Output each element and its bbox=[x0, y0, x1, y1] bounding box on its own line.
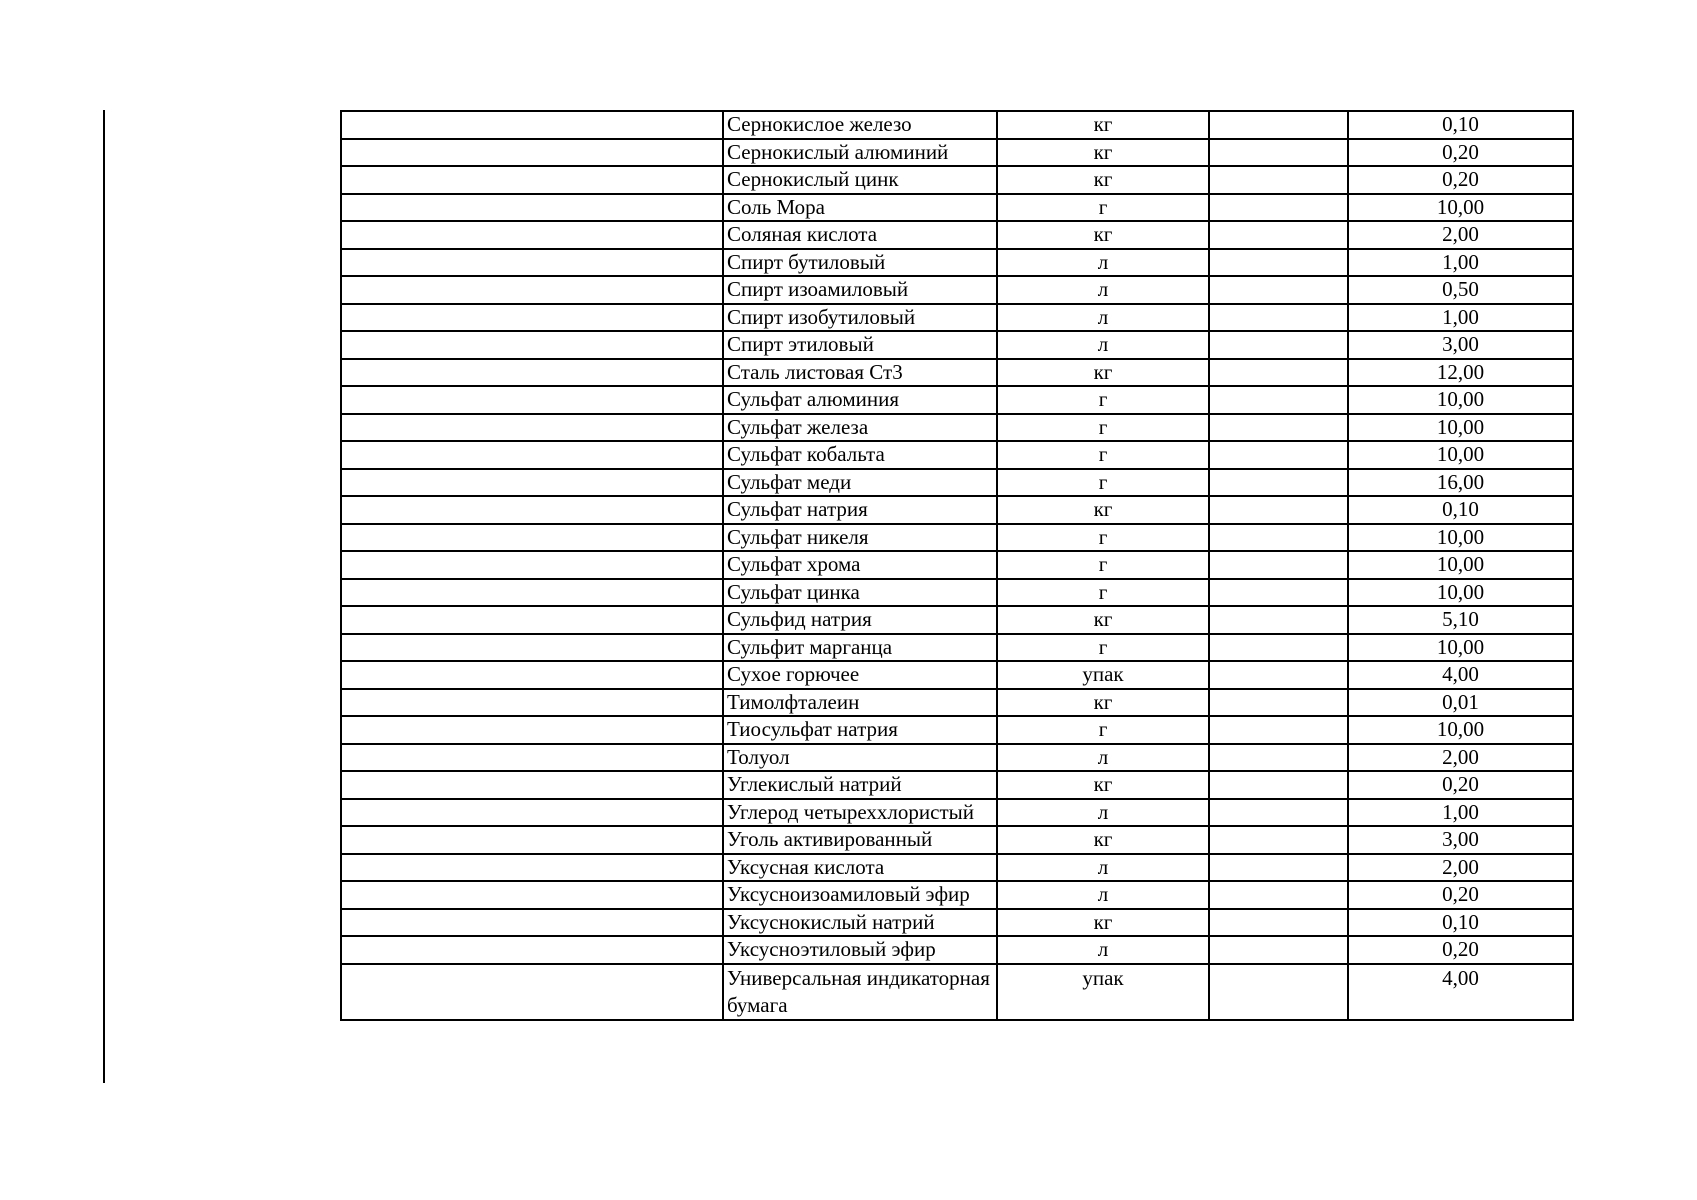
quantity-cell: 10,00 bbox=[1348, 414, 1573, 442]
quantity-cell: 2,00 bbox=[1348, 854, 1573, 882]
quantity-cell: 10,00 bbox=[1348, 441, 1573, 469]
unit-cell: упак bbox=[997, 661, 1209, 689]
unit-cell: г bbox=[997, 469, 1209, 497]
empty-cell bbox=[341, 881, 723, 909]
table-row bbox=[341, 304, 1573, 332]
unit-cell: кг bbox=[997, 771, 1209, 799]
material-name-cell: Уксусноэтиловый эфир bbox=[723, 936, 997, 964]
empty-cell bbox=[341, 689, 723, 717]
unit-cell: кг bbox=[997, 496, 1209, 524]
material-name-cell: Тимолфталеин bbox=[723, 689, 997, 717]
empty-cell bbox=[1209, 936, 1348, 964]
quantity-cell: 5,10 bbox=[1348, 606, 1573, 634]
empty-cell bbox=[341, 634, 723, 662]
unit-cell: г bbox=[997, 414, 1209, 442]
material-name-cell: Уксусная кислота bbox=[723, 854, 997, 882]
empty-cell bbox=[341, 166, 723, 194]
quantity-cell: 10,00 bbox=[1348, 386, 1573, 414]
empty-cell bbox=[1209, 276, 1348, 304]
quantity-cell: 0,20 bbox=[1348, 771, 1573, 799]
unit-cell: л bbox=[997, 249, 1209, 277]
quantity-cell: 10,00 bbox=[1348, 579, 1573, 607]
table-row bbox=[341, 909, 1573, 937]
material-name-cell: Углерод четыреххлористый bbox=[723, 799, 997, 827]
empty-cell bbox=[341, 496, 723, 524]
unit-cell: упак bbox=[997, 964, 1209, 1020]
empty-cell bbox=[341, 386, 723, 414]
quantity-cell: 0,10 bbox=[1348, 496, 1573, 524]
quantity-cell: 10,00 bbox=[1348, 634, 1573, 662]
quantity-cell: 0,10 bbox=[1348, 909, 1573, 937]
unit-cell: кг bbox=[997, 166, 1209, 194]
table-row bbox=[341, 964, 1573, 1020]
quantity-cell: 0,20 bbox=[1348, 139, 1573, 167]
unit-cell: л bbox=[997, 331, 1209, 359]
unit-cell: г bbox=[997, 579, 1209, 607]
empty-cell bbox=[1209, 964, 1348, 1020]
table-row bbox=[341, 936, 1573, 964]
empty-cell bbox=[341, 194, 723, 222]
table-row bbox=[341, 249, 1573, 277]
table-row bbox=[341, 881, 1573, 909]
empty-cell bbox=[1209, 689, 1348, 717]
quantity-cell: 0,20 bbox=[1348, 166, 1573, 194]
table-row bbox=[341, 799, 1573, 827]
empty-cell bbox=[341, 771, 723, 799]
table-row bbox=[341, 276, 1573, 304]
material-name-cell: Соль Мора bbox=[723, 194, 997, 222]
table-row bbox=[341, 854, 1573, 882]
unit-cell: л bbox=[997, 854, 1209, 882]
material-name-cell: Сернокислый цинк bbox=[723, 166, 997, 194]
empty-cell bbox=[1209, 414, 1348, 442]
empty-cell bbox=[1209, 661, 1348, 689]
table-row bbox=[341, 359, 1573, 387]
empty-cell bbox=[341, 221, 723, 249]
table-row bbox=[341, 826, 1573, 854]
unit-cell: г bbox=[997, 441, 1209, 469]
empty-cell bbox=[1209, 854, 1348, 882]
material-name-cell: Уксуснокислый натрий bbox=[723, 909, 997, 937]
empty-cell bbox=[341, 441, 723, 469]
empty-cell bbox=[1209, 111, 1348, 139]
unit-cell: г bbox=[997, 551, 1209, 579]
empty-cell bbox=[1209, 826, 1348, 854]
empty-cell bbox=[1209, 771, 1348, 799]
material-name-cell: Спирт этиловый bbox=[723, 331, 997, 359]
unit-cell: кг bbox=[997, 606, 1209, 634]
unit-cell: кг bbox=[997, 221, 1209, 249]
material-name-cell: Универсальная индикаторная бумага bbox=[723, 964, 997, 1020]
unit-cell: кг bbox=[997, 111, 1209, 139]
material-name-cell: Сульфат алюминия bbox=[723, 386, 997, 414]
empty-cell bbox=[1209, 304, 1348, 332]
table-row bbox=[341, 221, 1573, 249]
table-row bbox=[341, 111, 1573, 139]
material-name-cell: Сталь листовая Ст3 bbox=[723, 359, 997, 387]
empty-cell bbox=[1209, 496, 1348, 524]
empty-cell bbox=[1209, 139, 1348, 167]
empty-cell bbox=[341, 606, 723, 634]
quantity-cell: 1,00 bbox=[1348, 304, 1573, 332]
table-row bbox=[341, 414, 1573, 442]
unit-cell: л bbox=[997, 799, 1209, 827]
unit-cell: г bbox=[997, 524, 1209, 552]
quantity-cell: 0,20 bbox=[1348, 936, 1573, 964]
material-name-cell: Сульфат железа bbox=[723, 414, 997, 442]
empty-cell bbox=[1209, 799, 1348, 827]
empty-cell bbox=[341, 331, 723, 359]
empty-cell bbox=[341, 551, 723, 579]
material-name-cell: Сульфид натрия bbox=[723, 606, 997, 634]
page-margin-rule bbox=[103, 110, 105, 1083]
empty-cell bbox=[1209, 909, 1348, 937]
table-row bbox=[341, 744, 1573, 772]
quantity-cell: 10,00 bbox=[1348, 551, 1573, 579]
material-name-cell: Спирт бутиловый bbox=[723, 249, 997, 277]
table-row bbox=[341, 496, 1573, 524]
empty-cell bbox=[341, 661, 723, 689]
unit-cell: л bbox=[997, 936, 1209, 964]
quantity-cell: 16,00 bbox=[1348, 469, 1573, 497]
empty-cell bbox=[341, 276, 723, 304]
quantity-cell: 10,00 bbox=[1348, 194, 1573, 222]
empty-cell bbox=[341, 469, 723, 497]
unit-cell: кг bbox=[997, 909, 1209, 937]
quantity-cell: 2,00 bbox=[1348, 744, 1573, 772]
quantity-cell: 1,00 bbox=[1348, 799, 1573, 827]
material-name-cell: Сернокислый алюминий bbox=[723, 139, 997, 167]
empty-cell bbox=[1209, 881, 1348, 909]
unit-cell: кг bbox=[997, 826, 1209, 854]
empty-cell bbox=[341, 304, 723, 332]
quantity-cell: 1,00 bbox=[1348, 249, 1573, 277]
quantity-cell: 4,00 bbox=[1348, 964, 1573, 1020]
unit-cell: л bbox=[997, 881, 1209, 909]
table-row bbox=[341, 661, 1573, 689]
empty-cell bbox=[341, 909, 723, 937]
table-row bbox=[341, 634, 1573, 662]
table-row bbox=[341, 139, 1573, 167]
unit-cell: г bbox=[997, 716, 1209, 744]
quantity-cell: 4,00 bbox=[1348, 661, 1573, 689]
material-name-cell: Тиосульфат натрия bbox=[723, 716, 997, 744]
empty-cell bbox=[341, 854, 723, 882]
quantity-cell: 10,00 bbox=[1348, 524, 1573, 552]
table-row bbox=[341, 386, 1573, 414]
empty-cell bbox=[341, 826, 723, 854]
material-name-cell: Спирт изоамиловый bbox=[723, 276, 997, 304]
empty-cell bbox=[1209, 716, 1348, 744]
table-row bbox=[341, 716, 1573, 744]
unit-cell: г bbox=[997, 194, 1209, 222]
quantity-cell: 10,00 bbox=[1348, 716, 1573, 744]
empty-cell bbox=[1209, 744, 1348, 772]
table-row bbox=[341, 441, 1573, 469]
quantity-cell: 0,50 bbox=[1348, 276, 1573, 304]
material-name-cell: Углекислый натрий bbox=[723, 771, 997, 799]
table-row bbox=[341, 771, 1573, 799]
empty-cell bbox=[341, 936, 723, 964]
table-row bbox=[341, 689, 1573, 717]
material-name-cell: Уголь активированный bbox=[723, 826, 997, 854]
empty-cell bbox=[341, 716, 723, 744]
empty-cell bbox=[1209, 441, 1348, 469]
empty-cell bbox=[341, 359, 723, 387]
empty-cell bbox=[341, 964, 723, 1020]
empty-cell bbox=[1209, 359, 1348, 387]
unit-cell: г bbox=[997, 386, 1209, 414]
empty-cell bbox=[1209, 249, 1348, 277]
empty-cell bbox=[341, 111, 723, 139]
material-name-cell: Сульфат никеля bbox=[723, 524, 997, 552]
material-name-cell: Уксусноизоамиловый эфир bbox=[723, 881, 997, 909]
empty-cell bbox=[341, 414, 723, 442]
table-row bbox=[341, 194, 1573, 222]
material-name-cell: Соляная кислота bbox=[723, 221, 997, 249]
empty-cell bbox=[1209, 331, 1348, 359]
empty-cell bbox=[341, 139, 723, 167]
empty-cell bbox=[1209, 221, 1348, 249]
table-row bbox=[341, 606, 1573, 634]
empty-cell bbox=[1209, 606, 1348, 634]
table-row bbox=[341, 551, 1573, 579]
empty-cell bbox=[1209, 551, 1348, 579]
empty-cell bbox=[341, 524, 723, 552]
unit-cell: кг bbox=[997, 359, 1209, 387]
material-name-cell: Сульфат меди bbox=[723, 469, 997, 497]
empty-cell bbox=[341, 744, 723, 772]
empty-cell bbox=[341, 579, 723, 607]
material-name-cell: Сульфат цинка bbox=[723, 579, 997, 607]
quantity-cell: 12,00 bbox=[1348, 359, 1573, 387]
empty-cell bbox=[1209, 194, 1348, 222]
empty-cell bbox=[1209, 469, 1348, 497]
table-row bbox=[341, 579, 1573, 607]
empty-cell bbox=[341, 799, 723, 827]
table-row bbox=[341, 469, 1573, 497]
quantity-cell: 0,20 bbox=[1348, 881, 1573, 909]
empty-cell bbox=[1209, 634, 1348, 662]
quantity-cell: 0,01 bbox=[1348, 689, 1573, 717]
table-row bbox=[341, 166, 1573, 194]
materials-table bbox=[340, 110, 1574, 1021]
empty-cell bbox=[1209, 166, 1348, 194]
material-name-cell: Сульфат натрия bbox=[723, 496, 997, 524]
quantity-cell: 2,00 bbox=[1348, 221, 1573, 249]
material-name-cell: Сухое горючее bbox=[723, 661, 997, 689]
unit-cell: кг bbox=[997, 139, 1209, 167]
quantity-cell: 3,00 bbox=[1348, 331, 1573, 359]
unit-cell: л bbox=[997, 744, 1209, 772]
material-name-cell: Сульфат хрома bbox=[723, 551, 997, 579]
material-name-cell: Толуол bbox=[723, 744, 997, 772]
empty-cell bbox=[1209, 524, 1348, 552]
material-name-cell: Сульфит марганца bbox=[723, 634, 997, 662]
materials-table-body bbox=[341, 111, 1573, 1020]
quantity-cell: 3,00 bbox=[1348, 826, 1573, 854]
material-name-cell: Сернокислое железо bbox=[723, 111, 997, 139]
unit-cell: кг bbox=[997, 689, 1209, 717]
unit-cell: г bbox=[997, 634, 1209, 662]
unit-cell: л bbox=[997, 276, 1209, 304]
material-name-cell: Сульфат кобальта bbox=[723, 441, 997, 469]
table-row bbox=[341, 331, 1573, 359]
unit-cell: л bbox=[997, 304, 1209, 332]
empty-cell bbox=[1209, 579, 1348, 607]
material-name-cell: Спирт изобутиловый bbox=[723, 304, 997, 332]
empty-cell bbox=[341, 249, 723, 277]
quantity-cell: 0,10 bbox=[1348, 111, 1573, 139]
empty-cell bbox=[1209, 386, 1348, 414]
table-row bbox=[341, 524, 1573, 552]
